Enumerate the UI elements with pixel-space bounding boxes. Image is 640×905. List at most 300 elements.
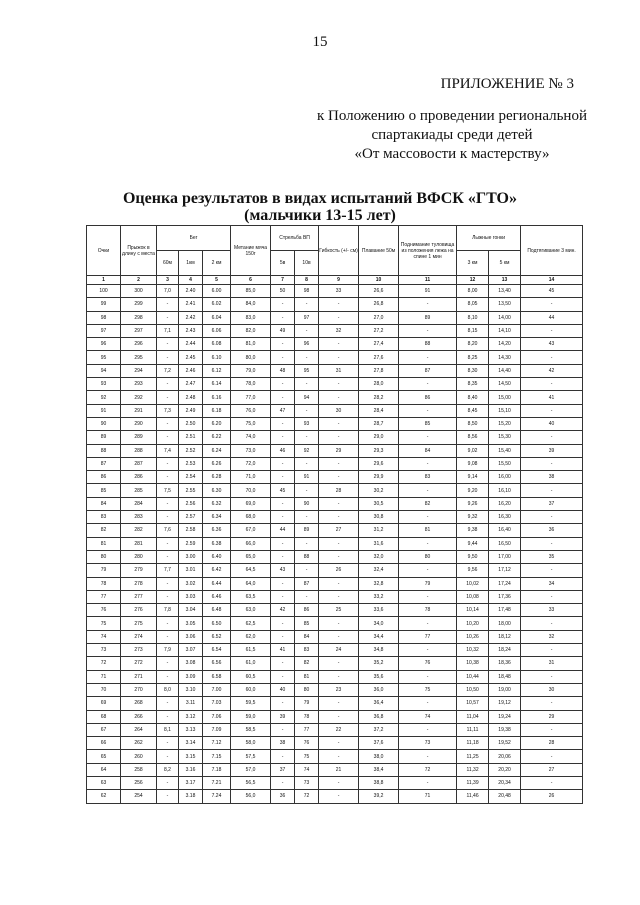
- table-cell: 270: [121, 683, 157, 696]
- results-table-body: [87, 285, 583, 804]
- table-cell: -: [295, 537, 319, 550]
- results-table: [86, 225, 583, 804]
- table-cell: 3.01: [179, 564, 203, 577]
- table-cell: 10,50: [457, 683, 489, 696]
- table-cell: 9,26: [457, 497, 489, 510]
- table-cell: 17,12: [489, 564, 521, 577]
- table-cell: 14,20: [489, 338, 521, 351]
- table-cell: 6.08: [203, 338, 231, 351]
- table-cell: 16,10: [489, 484, 521, 497]
- table-cell: -: [295, 378, 319, 391]
- table-row: [87, 391, 583, 404]
- table-cell: 7,1: [157, 324, 179, 337]
- table-cell: 14,30: [489, 351, 521, 364]
- table-cell: 9,32: [457, 511, 489, 524]
- table-row: [87, 431, 583, 444]
- table-cell: 8,05: [457, 298, 489, 311]
- table-cell: 17,36: [489, 590, 521, 603]
- table-cell: 39: [521, 444, 583, 457]
- table-cell: 28,2: [359, 391, 399, 404]
- table-cell: 88: [87, 444, 121, 457]
- table-cell: 47: [271, 404, 295, 417]
- table-cell: 34,4: [359, 630, 399, 643]
- table-cell: 83: [399, 471, 457, 484]
- table-cell: 273: [121, 644, 157, 657]
- table-cell: 15,30: [489, 431, 521, 444]
- table-cell: 41: [521, 391, 583, 404]
- table-cell: 62,0: [231, 630, 271, 643]
- table-cell: 266: [121, 710, 157, 723]
- table-cell: 3.06: [179, 630, 203, 643]
- table-cell: 6.28: [203, 471, 231, 484]
- table-cell: 66,0: [231, 537, 271, 550]
- table-cell: -: [157, 351, 179, 364]
- table-row: [87, 457, 583, 470]
- table-cell: 92: [87, 391, 121, 404]
- table-cell: 83: [87, 511, 121, 524]
- table-cell: 276: [121, 604, 157, 617]
- table-cell: 80,0: [231, 351, 271, 364]
- table-cell: 30,8: [359, 511, 399, 524]
- table-cell: 84: [87, 497, 121, 510]
- table-cell: 65,0: [231, 550, 271, 563]
- appendix-title: ПРИЛОЖЕНИЕ № 3: [440, 76, 574, 92]
- table-row: [87, 670, 583, 683]
- table-cell: -: [271, 511, 295, 524]
- table-cell: -: [319, 630, 359, 643]
- table-cell: 42: [521, 364, 583, 377]
- table-cell: 60,5: [231, 670, 271, 683]
- table-cell: 6.50: [203, 617, 231, 630]
- table-cell: 89: [295, 524, 319, 537]
- table-cell: -: [319, 590, 359, 603]
- table-cell: -: [399, 564, 457, 577]
- table-cell: -: [319, 776, 359, 789]
- table-cell: 17,48: [489, 604, 521, 617]
- table-cell: 274: [121, 630, 157, 643]
- table-cell: 76,0: [231, 404, 271, 417]
- table-row: [87, 590, 583, 603]
- column-number: 5: [203, 276, 231, 285]
- table-cell: 277: [121, 590, 157, 603]
- table-cell: 82: [399, 497, 457, 510]
- table-cell: 2.42: [179, 311, 203, 324]
- table-cell: 40: [521, 417, 583, 430]
- table-cell: 2.48: [179, 391, 203, 404]
- table-cell: 17,00: [489, 550, 521, 563]
- table-cell: 8,50: [457, 417, 489, 430]
- table-cell: 78,0: [231, 378, 271, 391]
- table-cell: 283: [121, 511, 157, 524]
- table-cell: 33: [319, 285, 359, 298]
- table-row: [87, 298, 583, 311]
- table-cell: 11,18: [457, 737, 489, 750]
- table-cell: 81: [295, 670, 319, 683]
- table-cell: -: [271, 550, 295, 563]
- table-cell: 288: [121, 444, 157, 457]
- header-run-2km: 2 км: [203, 251, 231, 276]
- table-cell: -: [319, 790, 359, 803]
- table-row: [87, 404, 583, 417]
- table-cell: 98: [295, 285, 319, 298]
- table-cell: 279: [121, 564, 157, 577]
- table-cell: 87: [399, 364, 457, 377]
- table-cell: 21: [319, 763, 359, 776]
- table-cell: 2.49: [179, 404, 203, 417]
- table-cell: 291: [121, 404, 157, 417]
- table-cell: -: [521, 298, 583, 311]
- table-cell: -: [271, 351, 295, 364]
- table-cell: 82,0: [231, 324, 271, 337]
- table-cell: 6.40: [203, 550, 231, 563]
- table-cell: 94: [295, 391, 319, 404]
- table-row: [87, 444, 583, 457]
- table-cell: 59,0: [231, 710, 271, 723]
- table-cell: -: [271, 311, 295, 324]
- table-cell: 3.07: [179, 644, 203, 657]
- table-cell: 7,7: [157, 564, 179, 577]
- table-cell: 83,0: [231, 311, 271, 324]
- table-cell: 27,0: [359, 311, 399, 324]
- table-cell: 83: [295, 644, 319, 657]
- table-cell: 57,0: [231, 763, 271, 776]
- table-cell: 63,0: [231, 604, 271, 617]
- table-cell: 7.06: [203, 710, 231, 723]
- table-cell: 39,2: [359, 790, 399, 803]
- table-cell: 76: [295, 737, 319, 750]
- table-cell: 282: [121, 524, 157, 537]
- table-cell: 7.00: [203, 683, 231, 696]
- table-cell: -: [271, 471, 295, 484]
- table-cell: -: [157, 550, 179, 563]
- table-cell: 260: [121, 750, 157, 763]
- table-cell: -: [157, 657, 179, 670]
- column-number: 11: [399, 276, 457, 285]
- table-cell: 7.21: [203, 776, 231, 789]
- table-cell: 78: [295, 710, 319, 723]
- table-row: [87, 484, 583, 497]
- table-cell: -: [319, 417, 359, 430]
- header-run-60m: 60м: [157, 251, 179, 276]
- table-cell: 15,00: [489, 391, 521, 404]
- table-cell: 6.06: [203, 324, 231, 337]
- table-cell: 17,24: [489, 577, 521, 590]
- table-cell: 8,25: [457, 351, 489, 364]
- table-cell: 35: [521, 550, 583, 563]
- table-cell: -: [399, 324, 457, 337]
- table-cell: -: [319, 511, 359, 524]
- table-cell: 6.00: [203, 285, 231, 298]
- table-cell: -: [157, 590, 179, 603]
- table-cell: -: [295, 351, 319, 364]
- table-cell: 31,6: [359, 537, 399, 550]
- table-cell: 91: [399, 285, 457, 298]
- table-cell: 9,08: [457, 457, 489, 470]
- table-cell: 27: [521, 763, 583, 776]
- table-cell: 68,0: [231, 511, 271, 524]
- table-row: [87, 697, 583, 710]
- table-cell: 7.12: [203, 737, 231, 750]
- table-cell: 3.11: [179, 697, 203, 710]
- table-cell: 50: [271, 285, 295, 298]
- table-cell: 10,08: [457, 590, 489, 603]
- table-cell: -: [521, 537, 583, 550]
- table-cell: 6.22: [203, 431, 231, 444]
- table-cell: 258: [121, 763, 157, 776]
- table-cell: 76: [87, 604, 121, 617]
- table-cell: 85: [399, 417, 457, 430]
- table-cell: -: [399, 378, 457, 391]
- table-cell: 80: [295, 683, 319, 696]
- table-cell: 74: [87, 630, 121, 643]
- table-cell: 99: [87, 298, 121, 311]
- table-row: [87, 550, 583, 563]
- table-cell: 77: [87, 590, 121, 603]
- table-cell: -: [319, 457, 359, 470]
- table-cell: 2.56: [179, 497, 203, 510]
- table-cell: 71,0: [231, 471, 271, 484]
- table-cell: 268: [121, 697, 157, 710]
- table-cell: -: [521, 378, 583, 391]
- table-cell: 61,5: [231, 644, 271, 657]
- table-cell: 72: [295, 790, 319, 803]
- table-cell: 14,10: [489, 324, 521, 337]
- table-cell: 63,5: [231, 590, 271, 603]
- subtitle-line: «От массовости к мастерству»: [354, 146, 550, 162]
- table-cell: 6.04: [203, 311, 231, 324]
- table-cell: 278: [121, 577, 157, 590]
- table-cell: 74: [399, 710, 457, 723]
- table-cell: 66: [87, 737, 121, 750]
- column-number-row: [87, 276, 583, 285]
- table-cell: 3.03: [179, 590, 203, 603]
- table-cell: 86: [399, 391, 457, 404]
- table-cell: 32,4: [359, 564, 399, 577]
- table-cell: -: [399, 431, 457, 444]
- table-cell: -: [271, 417, 295, 430]
- table-cell: 14,40: [489, 364, 521, 377]
- table-cell: -: [319, 577, 359, 590]
- table-cell: 23: [319, 683, 359, 696]
- table-cell: 3.04: [179, 604, 203, 617]
- table-row: [87, 577, 583, 590]
- table-cell: 2.52: [179, 444, 203, 457]
- header-swimming: Плавание 50м: [359, 226, 399, 276]
- table-cell: 77: [399, 630, 457, 643]
- table-cell: 41: [271, 644, 295, 657]
- header-pull-ups: Подтягивание 3 мин.: [521, 226, 583, 276]
- table-cell: 28,0: [359, 378, 399, 391]
- table-cell: 32: [319, 324, 359, 337]
- table-cell: 3.10: [179, 683, 203, 696]
- table-cell: 7,4: [157, 444, 179, 457]
- table-cell: -: [521, 511, 583, 524]
- table-cell: 262: [121, 737, 157, 750]
- table-cell: 281: [121, 537, 157, 550]
- table-cell: -: [319, 550, 359, 563]
- table-cell: 85: [87, 484, 121, 497]
- table-cell: 8,2: [157, 763, 179, 776]
- header-long-jump: Прыжок в длину с места: [121, 226, 157, 276]
- table-cell: 8,1: [157, 723, 179, 736]
- table-cell: 89: [87, 431, 121, 444]
- table-cell: 287: [121, 457, 157, 470]
- table-cell: -: [157, 457, 179, 470]
- table-cell: -: [295, 484, 319, 497]
- table-cell: 20,34: [489, 776, 521, 789]
- table-cell: 3.15: [179, 750, 203, 763]
- table-cell: 9,20: [457, 484, 489, 497]
- table-cell: -: [271, 338, 295, 351]
- table-cell: 300: [121, 285, 157, 298]
- table-cell: 79: [295, 697, 319, 710]
- table-cell: 46: [271, 444, 295, 457]
- table-cell: -: [319, 311, 359, 324]
- table-cell: 15,50: [489, 457, 521, 470]
- table-cell: 6.36: [203, 524, 231, 537]
- table-cell: 26: [319, 564, 359, 577]
- header-sit-ups: Поднимание туловища из положения лежа на спине 1 мин: [399, 226, 457, 276]
- table-cell: 15,20: [489, 417, 521, 430]
- table-cell: 90: [87, 417, 121, 430]
- table-cell: -: [295, 324, 319, 337]
- table-cell: 7.24: [203, 790, 231, 803]
- table-cell: 6.46: [203, 590, 231, 603]
- table-cell: 16,00: [489, 471, 521, 484]
- table-cell: 80: [87, 550, 121, 563]
- table-cell: 27,8: [359, 364, 399, 377]
- table-cell: 27: [319, 524, 359, 537]
- table-cell: 20,06: [489, 750, 521, 763]
- table-cell: 87: [295, 577, 319, 590]
- table-cell: -: [271, 391, 295, 404]
- table-cell: 16,40: [489, 524, 521, 537]
- table-cell: 97: [295, 311, 319, 324]
- table-cell: 95: [87, 351, 121, 364]
- table-cell: -: [521, 484, 583, 497]
- table-cell: 90: [295, 497, 319, 510]
- table-cell: 36,4: [359, 697, 399, 710]
- table-cell: 77: [295, 723, 319, 736]
- table-cell: 32: [521, 630, 583, 643]
- table-cell: 14,00: [489, 311, 521, 324]
- page-number: 15: [312, 34, 328, 50]
- table-row: [87, 617, 583, 630]
- table-cell: -: [157, 471, 179, 484]
- table-cell: 86: [295, 604, 319, 617]
- table-cell: -: [521, 723, 583, 736]
- table-cell: 10,57: [457, 697, 489, 710]
- table-cell: 10,32: [457, 644, 489, 657]
- table-cell: 28: [319, 484, 359, 497]
- table-cell: 31: [319, 364, 359, 377]
- table-cell: 79: [87, 564, 121, 577]
- table-cell: 97: [87, 324, 121, 337]
- table-cell: -: [521, 431, 583, 444]
- table-cell: -: [521, 564, 583, 577]
- table-cell: -: [157, 697, 179, 710]
- title-line: Оценка результатов в видах испытаний ВФСК «ГТО»: [122, 190, 517, 207]
- table-cell: 2.40: [179, 285, 203, 298]
- table-cell: 57,5: [231, 750, 271, 763]
- table-cell: -: [399, 457, 457, 470]
- table-cell: -: [319, 378, 359, 391]
- table-cell: 18,48: [489, 670, 521, 683]
- table-cell: 2.43: [179, 324, 203, 337]
- table-cell: 9,50: [457, 550, 489, 563]
- table-cell: -: [157, 737, 179, 750]
- table-cell: 18,24: [489, 644, 521, 657]
- table-cell: 10,26: [457, 630, 489, 643]
- table-cell: -: [399, 351, 457, 364]
- table-cell: -: [399, 670, 457, 683]
- table-cell: 42: [271, 604, 295, 617]
- table-cell: 6.18: [203, 404, 231, 417]
- table-cell: 75: [399, 683, 457, 696]
- table-cell: 84: [295, 630, 319, 643]
- table-cell: -: [521, 404, 583, 417]
- table-row: [87, 710, 583, 723]
- table-row: [87, 364, 583, 377]
- table-cell: -: [157, 431, 179, 444]
- table-cell: 11,46: [457, 790, 489, 803]
- table-cell: 35,6: [359, 670, 399, 683]
- table-cell: 19,12: [489, 697, 521, 710]
- table-cell: 6.32: [203, 497, 231, 510]
- table-cell: 299: [121, 298, 157, 311]
- table-cell: 8,30: [457, 364, 489, 377]
- table-cell: 13,40: [489, 285, 521, 298]
- table-cell: 62,5: [231, 617, 271, 630]
- table-cell: -: [271, 697, 295, 710]
- table-cell: 11,04: [457, 710, 489, 723]
- table-cell: 6.34: [203, 511, 231, 524]
- table-cell: 6.58: [203, 670, 231, 683]
- table-row: [87, 630, 583, 643]
- table-cell: 2.50: [179, 417, 203, 430]
- table-cell: 58,5: [231, 723, 271, 736]
- table-cell: -: [521, 670, 583, 683]
- column-number: 12: [457, 276, 489, 285]
- table-cell: 34,0: [359, 617, 399, 630]
- header-points: Очки: [87, 226, 121, 276]
- table-cell: -: [319, 617, 359, 630]
- table-cell: 38,0: [359, 750, 399, 763]
- table-cell: 92: [295, 444, 319, 457]
- table-cell: 9,38: [457, 524, 489, 537]
- table-cell: -: [521, 776, 583, 789]
- table-cell: 7.18: [203, 763, 231, 776]
- table-cell: 15,40: [489, 444, 521, 457]
- table-cell: 35,2: [359, 657, 399, 670]
- table-cell: 11,32: [457, 763, 489, 776]
- column-number: 13: [489, 276, 521, 285]
- table-cell: 93: [87, 378, 121, 391]
- table-cell: -: [271, 378, 295, 391]
- table-cell: 29,9: [359, 471, 399, 484]
- table-cell: 59,5: [231, 697, 271, 710]
- table-cell: 87: [87, 457, 121, 470]
- table-cell: 256: [121, 776, 157, 789]
- table-cell: 40: [271, 683, 295, 696]
- table-cell: 6.14: [203, 378, 231, 391]
- table-row: [87, 378, 583, 391]
- title-line: (мальчики 13-15 лет): [244, 207, 396, 224]
- table-cell: 290: [121, 417, 157, 430]
- table-cell: 96: [87, 338, 121, 351]
- table-cell: 30: [319, 404, 359, 417]
- table-cell: 75: [295, 750, 319, 763]
